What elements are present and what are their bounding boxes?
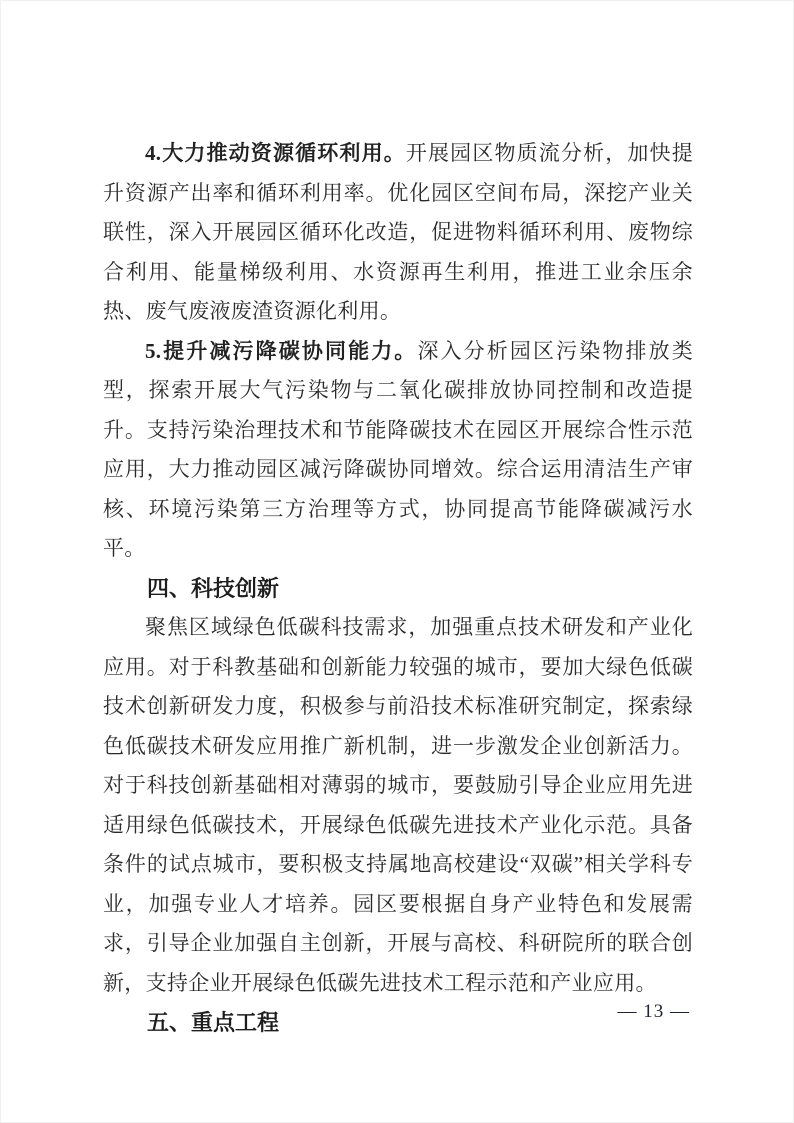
page-number: — 13 —	[617, 1001, 690, 1022]
section-heading: 五、重点工程	[147, 1010, 280, 1035]
paragraph-lead: 5.提升减污降碳协同能力。	[145, 338, 418, 363]
paragraph: 4.大力推动资源循环利用。开展园区物质流分析，加快提升资源产出率和循环利用率。优化园区空间布局，深挖产业关联性，深入开展园区循环化改造，促进物料循环利用、废物综合利用、能量梯级利用、水资源再生利用，推进工业余压余热、废气废液废渣资源化利用。	[103, 141, 693, 323]
paragraph: 5.提升减污降碳协同能力。深入分析园区污染物排放类型，探索开展大气污染物与二氧化碳排放协同控制和改造提升。支持污染治理技术和节能降碳技术在园区开展综合性示范应用，大力推动园区减污降碳协同增效。综合运用清洁生产审核、环境污染第三方治理等方式，协同提高节能降碳减污水平。	[103, 338, 693, 560]
paragraph-lead: 4.大力推动资源循环利用。	[145, 141, 406, 165]
document-body	[103, 134, 693, 1043]
paragraph: 聚焦区域绿色低碳科技需求，加强重点技术研发和产业化应用。对于科教基础和创新能力较强的城市，要加大绿色低碳技术创新研发力度，积极参与前沿技术标准研究制定，探索绿色低碳技术研发应用推广新机制，进一步激发企业创新活力。对于科技创新基础相对薄弱的城市，要鼓励引导企业应用先进适用绿色低碳技术，开展绿色低碳先进技术产业化示范。具备条件的试点城市，要积极支持属地高校建设“双碳”相关学科专业，加强专业人才培养。园区要根据自身产业特色和发展需求，引导企业加强自主创新，开展与高校、科研院所的联合创新，支持企业开展绿色低碳先进技术工程示范和产业应用。	[103, 615, 693, 995]
section-heading: 四、科技创新	[147, 575, 280, 601]
